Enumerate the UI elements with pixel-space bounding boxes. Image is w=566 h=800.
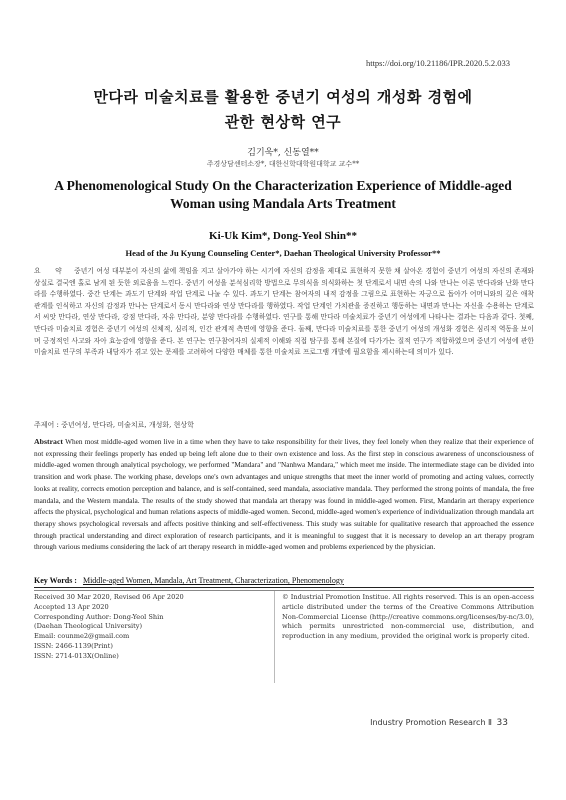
- received-date: Received 30 Mar 2020, Revised 06 Apr 2020: [34, 593, 184, 601]
- accepted-date: Accepted 13 Apr 2020: [34, 602, 109, 611]
- doi-link[interactable]: https://doi.org/10.21186/IPR.2020.5.2.033: [365, 58, 510, 68]
- abstract-english-label: Abstract: [34, 437, 64, 446]
- corresponding-author: Corresponding Author: Dong-Yeol Shin: [34, 612, 164, 621]
- page-footer: [370, 718, 508, 728]
- abstract-korean: [34, 266, 534, 359]
- keywords-english: [34, 576, 534, 588]
- authors-korean: 김기욱*, 신동열**: [247, 148, 319, 158]
- issn-online: ISSN: 2714-013X(Online): [34, 651, 119, 660]
- affiliation-korean: 주경상담센터소장*, 대한신학대학원대학교 교수**: [206, 160, 360, 168]
- abstract-korean-text: 중년기 여성 대부분이 자신의 삶에 책임을 지고 살아가야 하는 시기에 자신의 감정을 제대로 표현하지 못한 채 살아온 경험이 중년기 여성의 자신의 존재와 상실로 결국엔 홀로 남게 된 듯한 외로움을 느낀다. 중년기 여성을 분석심리학 방법으로 무의식을 의식화하는 첫 단계로서 내면 속의 나와 만나는 이론 만다라와 난화 만다라를 수행하였다. 중간 단계는 과도기 단계와 작업 단계로 나눌 수 있다. 과도기 단계는 참여자의 내적 감정을 그림으로 표현하는 자긍으로 돕아가 어머니와의 깊은 애착 관계를 인식하고 자신의 감정과 만나는 단계로서 동시 만다라와 연상 만다라를 행하였다. 작업 단계인 가치관을 증진하고 행동하는 내면과 만나는 자신을 수용하는 단계로서 씨앗 만다라, 연상 만다라, 강점 만다라, 자유 만다라, 분양 만다라를 수행하였다. 연구를 통해 만다라 미술치료가 중년기 여성에게 나타나는 결과는 다음과 같다. 첫째, 만다라 미술치료 경험은 중년기 여성의 신체적, 심리적, 인간 관계적 측면에 영향을 준다. 둘째, 만다라 미술치료를 통한 중년기 여성의 개성화 경험은 심리적 역동을 보이며 긍정적인 사고와 자아 효능감에 영향을 준다. 본 연구는 연구참여자의 실제적 이해와 직접 탐구를 통해 본질에 다가가는 질적 연구가 적합하였으며 중년기 여성에 관한 미술치료 연구의 부족과 내담자가 겪고 있는 문제를 고려하여 다양한 매체를 통한 미술치료 프로그램 개발에 필요함을 제시하는데 의미가 있다.: [34, 267, 534, 357]
- corresponding-email[interactable]: Email: counme2@gmail.com: [34, 632, 130, 641]
- abstract-korean-label: 요 약: [34, 267, 68, 275]
- keywords-korean: 주제어 : 중년여성, 만다라, 미술치료, 개성화, 현상학: [34, 421, 194, 429]
- article-info-box: [34, 590, 534, 699]
- journal-name: Industry Promotion Research Ⅱ: [370, 718, 492, 727]
- keywords-english-text: Middle-aged Women, Mandala, Art Treatment, Characterization, Phenomenology: [82, 576, 344, 585]
- issn-print: ISSN: 2466-1139(Print): [34, 641, 113, 650]
- abstract-english: [34, 436, 534, 553]
- title-korean-line2: 관한 현상학 연구: [224, 113, 342, 131]
- affiliation-english: Head of the Ju Kyung Counseling Center*, Daehan Theological University Professor**: [125, 248, 441, 258]
- corresponding-institution: (Daehan Theological University): [34, 622, 143, 631]
- title-korean-line1: 만다라 미술치료를 활용한 중년기 여성의 개성화 경험에: [93, 88, 473, 106]
- title-english: A Phenomenological Study On the Characterization Experience of Middle-aged Woman using Mandala Arts Treatment: [54, 178, 512, 211]
- keywords-english-label: Key Words :: [34, 576, 77, 585]
- page-number: 33: [496, 718, 508, 728]
- license-notice: © Industrial Promotion Institue. All rights reserved. This is an open-access article distributed under the terms of the Creative Commons Attribution Non-Commercial License (http://creative commons.org/licenses/by-nc/3.0), which permits unrestricted non-commercial use, distribution, and reproduction in any medium, provided the original work is properly cited.: [282, 593, 534, 641]
- column-divider: [274, 591, 275, 683]
- article-history: [34, 593, 269, 662]
- authors-english: Ki-Uk Kim*, Dong-Yeol Shin**: [209, 230, 357, 242]
- abstract-english-text: When most middle-aged women live in a time when they have to take responsibility for their lives, they feel lonely when they realize that their experience of not expressing their feelings properly has ended up being left alone due to their own existence and loss. As the first step in conscious awareness of unconsciousness of middle-aged women through analytical psychology, we performed "Mandara" and "Nanhwa Mandara," which meet me inside. The intermediate stage can be divided into transition and work phase. The working phase, develops one's own advantages and unique strengths that meet the inner world of promoting and acting values, correctly looks at reality, corrects emotion perception and balance, and is self-contained, seed mandala, associative mandala. They performed the strong points of mandala, the free mandala, and the Western mandala. The results of the study showed that mandala art therapy was found in middle-aged women. First, Mandarin art therapy experience affects the physical, psychological and human relations aspects of middle-aged women. Second, middle-aged women's experience of individualization through mandala art therapy shows psychological reversals and affects positive thinking and self-effectiveness. This study was suitable for qualitative research that approached the essence through practical understanding and direct exploration of research participants, and it is meaningful to suggest that it is necessary to develop an art therapy program through various mediums considering the lack of art therapy research in middle-aged women and problems experienced by the physician.: [34, 437, 534, 552]
